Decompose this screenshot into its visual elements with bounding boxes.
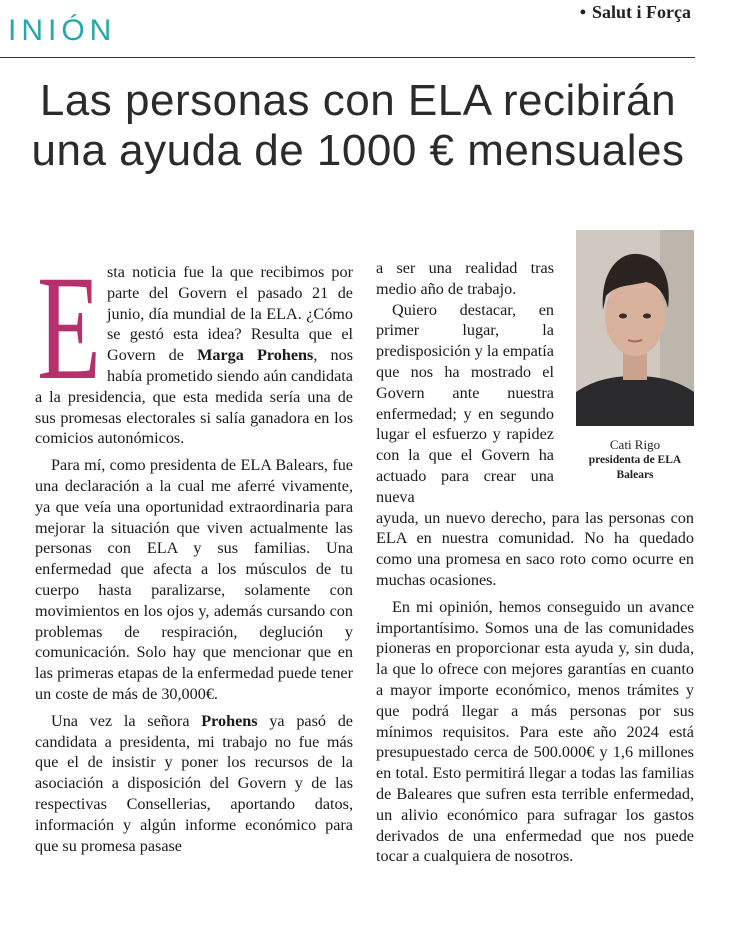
caption-name: Cati Rigo [609,437,661,452]
paragraph-1: sta noticia fue la que recibimos por parte del Govern el pasado 21 de junio, día mundial de la ELA. ¿Cómo se gestó esta idea? Resulta que el Govern de Marga Prohens, nos había prometido siendo aún candidata a la presidencia, que esta medida sería una de sus promesas electorales si salía ganadora en los comicios autonómicos. [35,263,354,448]
portrait-photo [576,230,694,426]
headline: Las personas con ELA recibirán una ayuda de 1000 € mensuales [31,76,685,175]
paragraph-6: En mi opinión, hemos conseguido un avance importantísimo. Somos una de las comunidades pioneras en proporcionar esta ayuda y, sin duda, la que lo ofrece con mejores garantías en cuanto a mayor importe económico, menos trámites y que podrá llegar a más personas por sus mínimos requisitos. Para este año 2024 está presupuestado cerca de 500.000€ y 1,6 millones en total. Esto permitirá llegar a todas las familias de Baleares que sufren esta terrible enfermedad, un alivio económico para sufragar los gastos derivados de una enfermedad que nos puede tocar a cualquiera de nosotros. [376,597,694,866]
paragraph-5-rest: ayuda, un nuevo derecho, para las personas con ELA en nuestra comunidad. No ha quedado como una promesa en saco roto como ocurre en muchas ocasiones. [376,508,694,589]
section-tag-label: Salut i Força [592,2,691,22]
section-title: INIÓN [8,14,117,47]
dropcap-letter [35,245,103,411]
paragraph-5-top: Quiero destacar, en primer lugar, la predisposición y la empatía que nos ha mostrado el Govern ante nuestra enfermedad; y en segundo lugar el esfuerzo y rapidez con la que el Govern ha actuado para crear una nueva [376,300,554,506]
portrait-illustration [576,230,694,426]
paragraph-2: Para mí, como presidenta de ELA Balears, fue una declaración a la cual me aferré vivamente, ya que veía una oportunidad extraordinaria para mejorar la situación que viven actualmente las personas con ELA y sus familias. Una enfermedad que afecta a los músculos de tu cuerpo hasta paralizarse, solamente con movimientos en los ojos y, además cursando con problemas de respiración, deglución y comunicación. Solo hay que mencionar que en las primeras etapas de la enfermedad puede tener un coste de más de 30,000€. [35,456,353,703]
name-prohens: Prohens [201,711,258,730]
bullet: • [579,2,586,22]
header-rule [0,57,695,58]
caption-role: presidenta de ELA Balears [588,454,682,481]
article-column-1 [35,245,354,856]
photo-caption [576,436,694,483]
name-marga-prohens: Marga Prohens [197,346,314,365]
paragraph-3: Una vez la señora Prohens ya pasó de candidata a presidenta, mi trabajo no fue más que el de insistir y poner los recursos de la asociación a disposición del Govern y de las respectivas Consellerias, aportando datos, información y algún informe económico para que su promesa pasase [35,711,353,855]
dropcap-text: E [37,245,101,411]
section-tag [580,2,691,23]
paragraph-4: a ser una realidad tras medio año de trabajo. [376,259,554,298]
